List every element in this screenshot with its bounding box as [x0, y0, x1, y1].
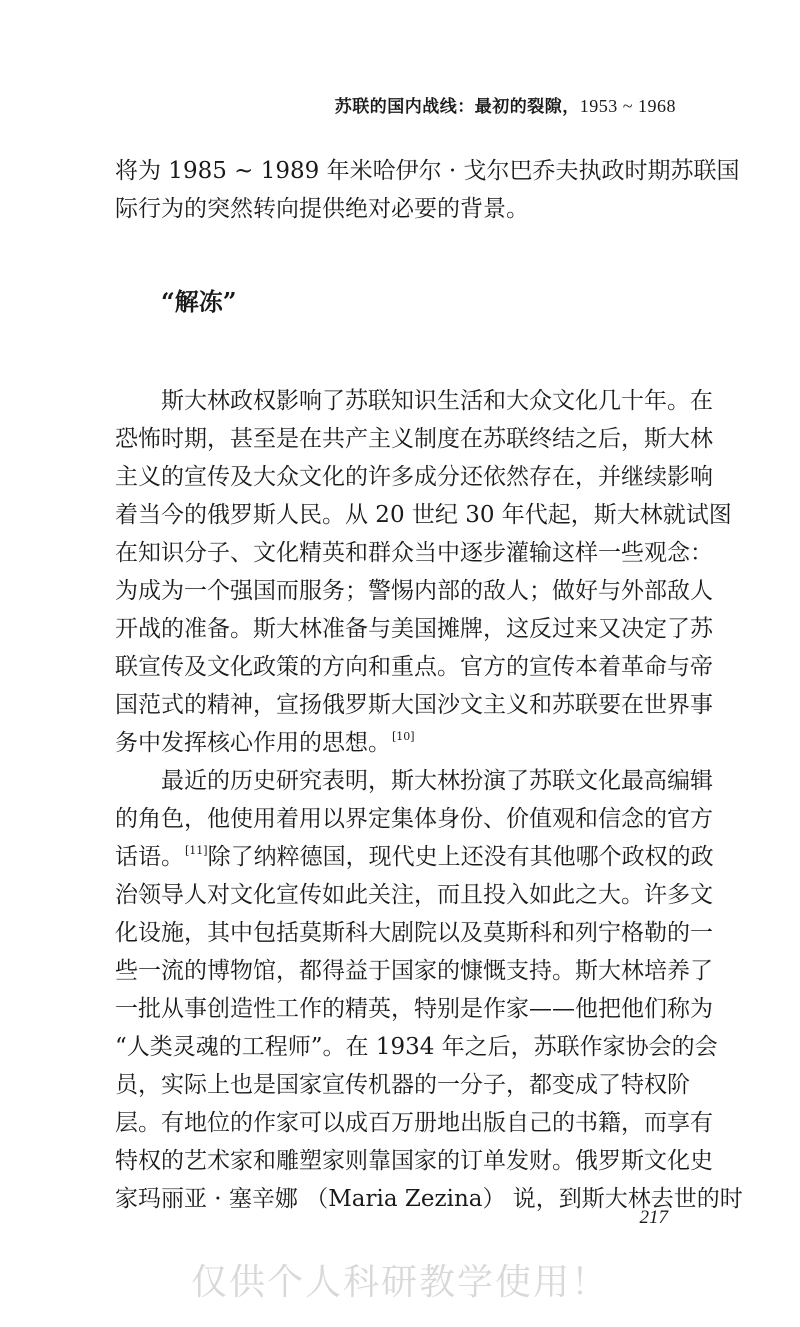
body-text — [115, 152, 743, 1218]
text-line — [115, 838, 714, 876]
text-fragment: 务中发挥核心作用的思想。 — [115, 730, 391, 756]
text-line: 员，实际上也是国家宣传机器的一分子，都变成了特权阶 — [115, 1072, 690, 1098]
footnote-ref-11[interactable]: [11] — [185, 844, 208, 857]
text-line: 一批从事创造性工作的精英，特别是作家——他把他们称为 — [115, 996, 713, 1022]
text-line: 特权的艺术家和雕塑家则靠国家的订单发财。俄罗斯文化史 — [115, 1148, 713, 1174]
section-heading: “解冻” — [161, 287, 237, 316]
text-line — [115, 724, 680, 762]
footnote-ref-10[interactable]: [10] — [392, 730, 415, 743]
text-line: 开战的准备。斯大林准备与美国摊牌，这反过来又决定了苏 — [115, 616, 713, 642]
page-number: 217 — [639, 1207, 668, 1228]
text-line: 些一流的博物馆，都得益于国家的慷慨支持。斯大林培养了 — [115, 958, 713, 984]
text-line: 斯大林政权影响了苏联知识生活和大众文化几十年。在 — [161, 388, 713, 414]
text-line: 恐怖时期，甚至是在共产主义制度在苏联终结之后，斯大林 — [115, 426, 713, 452]
text-line: 层。有地位的作家可以成百万册地出版自己的书籍，而享有 — [115, 1110, 713, 1136]
running-header — [110, 92, 676, 117]
text-fragment: 除了纳粹德国，现代史上还没有其他哪个政权的政 — [207, 844, 714, 870]
text-line: 着当今的俄罗斯人民。从 20 世纪 30 年代起，斯大林就试图 — [115, 502, 732, 528]
text-line: 为成为一个强国而服务；警惕内部的敌人；做好与外部敌人 — [115, 578, 713, 604]
text-line: 治领导人对文化宣传如此关注，而且投入如此之大。许多文 — [115, 882, 713, 908]
text-line: 联宣传及文化政策的方向和重点。官方的宣传本着革命与帝 — [115, 654, 713, 680]
text-line: 最近的历史研究表明，斯大林扮演了苏联文化最高编辑 — [161, 768, 713, 794]
text-line: 在知识分子、文化精英和群众当中逐步灌输这样一些观念： — [115, 540, 713, 566]
running-year-range: 1953 ~ 1968 — [579, 96, 676, 116]
text-line: “人类灵魂的工程师”。在 1934 年之后，苏联作家协会的会 — [115, 1034, 718, 1060]
watermark: 仅供个人科研教学使用！ — [190, 1262, 609, 1303]
text-line: 国范式的精神，宣扬俄罗斯大国沙文主义和苏联要在世界事 — [115, 692, 713, 718]
text-line: 家玛丽亚 · 塞辛娜 （Maria Zezina） 说，到斯大林去世的时 — [115, 1186, 743, 1212]
text-line: 化设施，其中包括莫斯科大剧院以及莫斯科和列宁格勒的一 — [115, 920, 713, 946]
text-line: 的角色，他使用着用以界定集体身份、价值观和信念的官方 — [115, 806, 713, 832]
text-line: 际行为的突然转向提供绝对必要的背景。 — [115, 196, 529, 222]
text-fragment: 话语。 — [115, 844, 184, 870]
text-line: 主义的宣传及大众文化的许多成分还依然存在，并继续影响 — [115, 464, 713, 490]
running-title: 苏联的国内战线：最初的裂隙， — [334, 97, 580, 117]
text-line: 将为 1985 ~ 1989 年米哈伊尔 · 戈尔巴乔夫执政时期苏联国 — [115, 158, 740, 184]
